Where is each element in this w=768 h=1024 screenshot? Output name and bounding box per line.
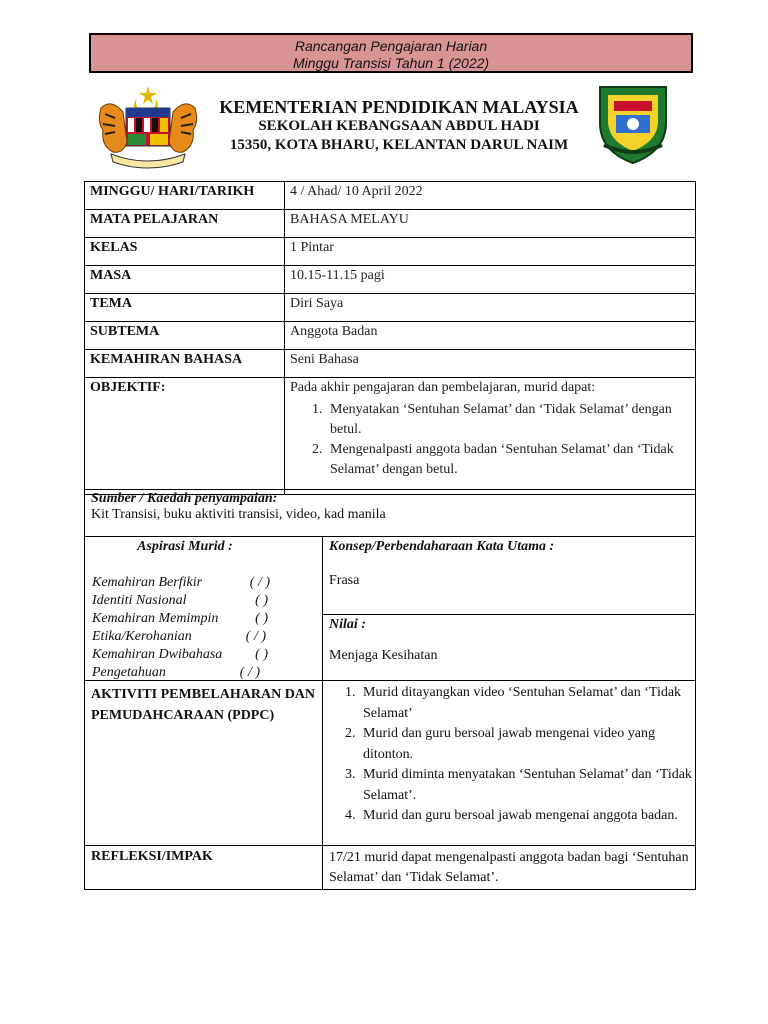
aspirasi-list	[92, 574, 270, 682]
konsep-title: Konsep/Perbendaharaan Kata Utama :	[329, 539, 555, 554]
aspirasi-name: Pengetahuan	[92, 665, 166, 680]
refleksi-value: 17/21 murid dapat mengenalpasti anggota badan bagi ‘Sentuhan Selamat’ dan ‘Tidak Selamat’.	[322, 845, 696, 890]
title-banner	[89, 33, 693, 73]
objective-label: OBJEKTIF:	[85, 378, 285, 495]
row-value: Anggota Badan	[285, 322, 696, 350]
objective-list	[290, 400, 690, 480]
aspirasi-mark: ( )	[255, 593, 268, 608]
row-label: MATA PELAJARAN	[85, 210, 285, 238]
document-header	[205, 97, 593, 155]
row-value: 1 Pintar	[285, 238, 696, 266]
nilai-section	[322, 614, 696, 681]
sumber-section	[84, 489, 696, 537]
table-row	[85, 350, 696, 378]
row-value: Diri Saya	[285, 294, 696, 322]
banner-subtitle: Minggu Transisi Tahun 1 (2022)	[292, 55, 490, 71]
aspirasi-title: Aspirasi Murid :	[137, 539, 233, 554]
sumber-title: Sumber / Kaedah penyampaian:	[91, 491, 278, 506]
objective-row	[85, 378, 696, 495]
list-item: 1. Murid ditayangkan video ‘Sentuhan Selamat’ dan ‘Tidak Selamat’	[359, 683, 695, 724]
aktiviti-value	[322, 680, 696, 846]
row-label: KELAS	[85, 238, 285, 266]
aspirasi-name: Identiti Nasional	[92, 593, 187, 608]
aspirasi-name: Kemahiran Berfikir	[92, 575, 203, 590]
table-row	[85, 322, 696, 350]
row-value: 4 / Ahad/ 10 April 2022	[285, 182, 696, 210]
sumber-value: Kit Transisi, buku aktiviti transisi, video, kad manila	[91, 507, 386, 522]
list-item: 2. Murid dan guru bersoal jawab mengenai video yang ditonton.	[359, 724, 695, 765]
row-value: Seni Bahasa	[285, 350, 696, 378]
ministry-name: KEMENTERIAN PENDIDIKAN MALAYSIA	[219, 97, 579, 117]
aspirasi-section	[84, 536, 323, 681]
aspirasi-name: Etika/Kerohanian	[92, 629, 192, 644]
row-value: BAHASA MELAYU	[285, 210, 696, 238]
aspirasi-mark: ( / )	[249, 575, 270, 590]
banner-title: Rancangan Pengajaran Harian	[294, 38, 488, 54]
school-address: 15350, KOTA BHARU, KELANTAN DARUL NAIM	[229, 137, 569, 153]
nilai-title: Nilai :	[329, 617, 366, 632]
konsep-value: Frasa	[329, 573, 360, 588]
list-item	[92, 628, 266, 646]
school-name: SEKOLAH KEBANGSAAN ABDUL HADI	[258, 118, 540, 134]
aspirasi-mark: ( / )	[239, 665, 260, 680]
list-item: 2. Mengenalpasti anggota badan ‘Sentuhan Selamat’ dan ‘Tidak Selamat’ dengan betul.	[326, 440, 690, 480]
aktiviti-list	[323, 683, 695, 827]
list-item: 4. Murid dan guru bersoal jawab mengenai anggota badan.	[359, 806, 695, 827]
nilai-value: Menjaga Kesihatan	[329, 648, 438, 663]
refleksi-label: REFLEKSI/IMPAK	[84, 845, 323, 890]
table-row	[85, 266, 696, 294]
lesson-info-table	[84, 181, 696, 495]
aktiviti-label: AKTIVITI PEMBELAHARAN DAN PEMUDAHCARAAN (PDPC)	[84, 680, 323, 846]
objective-intro: Pada akhir pengajaran dan pembelajaran, murid dapat:	[290, 380, 596, 395]
row-label: TEMA	[85, 294, 285, 322]
list-item	[92, 646, 268, 664]
objective-value	[285, 378, 696, 495]
row-value: 10.15-11.15 pagi	[285, 266, 696, 294]
list-item	[92, 592, 268, 610]
table-row	[85, 238, 696, 266]
konsep-section	[322, 536, 696, 615]
table-row	[85, 294, 696, 322]
list-item	[92, 610, 268, 628]
row-label: SUBTEMA	[85, 322, 285, 350]
row-label: KEMAHIRAN BAHASA	[85, 350, 285, 378]
row-label: MINGGU/ HARI/TARIKH	[85, 182, 285, 210]
aspirasi-mark: ( )	[255, 647, 268, 662]
table-row	[85, 210, 696, 238]
list-item	[92, 574, 270, 592]
school-crest-icon	[594, 83, 672, 165]
list-item: 3. Murid diminta menyatakan ‘Sentuhan Selamat’ dan ‘Tidak Selamat’.	[359, 765, 695, 806]
aspirasi-mark: ( / )	[245, 629, 266, 644]
malaysia-coat-of-arms-icon	[93, 84, 203, 170]
aspirasi-name: Kemahiran Memimpin	[92, 611, 219, 626]
aspirasi-name: Kemahiran Dwibahasa	[92, 647, 223, 662]
row-label: MASA	[85, 266, 285, 294]
table-row	[85, 182, 696, 210]
list-item: 1. Menyatakan ‘Sentuhan Selamat’ dan ‘Tidak Selamat’ dengan betul.	[326, 400, 690, 440]
aspirasi-mark: ( )	[255, 611, 268, 626]
